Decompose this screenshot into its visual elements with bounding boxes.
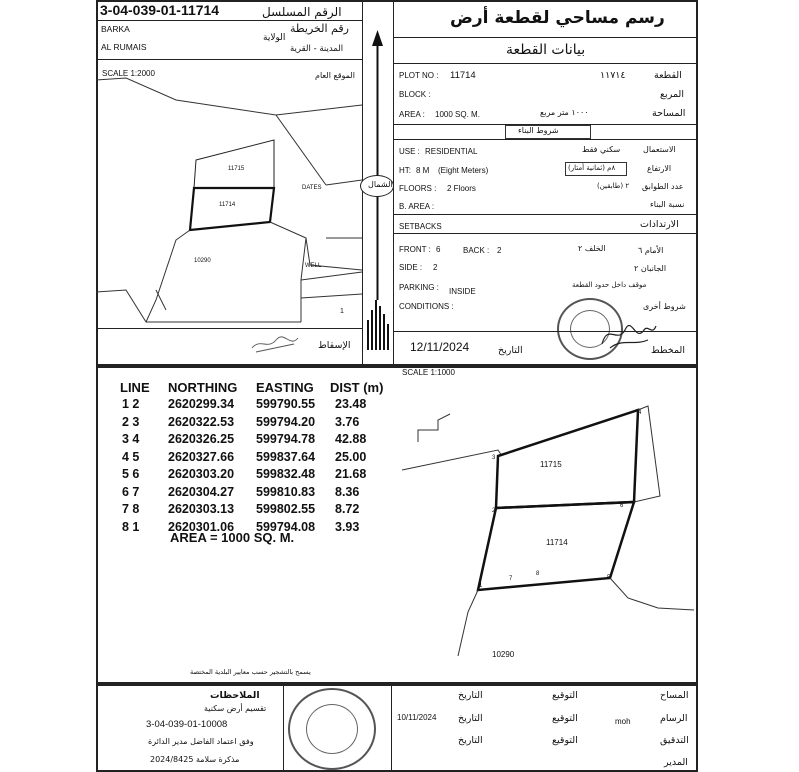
- map-number-label: رقم الخريطة: [290, 22, 349, 35]
- coordinate-northing: 2620326.25: [168, 432, 235, 446]
- parking-ar: موقف داخل حدود القطعة: [572, 281, 647, 289]
- coordinate-easting: 599790.55: [256, 397, 316, 411]
- col-header-dist: DIST (m): [330, 380, 384, 395]
- coordinate-dist: 8.72: [335, 502, 360, 516]
- well-label: WELL: [305, 263, 322, 269]
- floors-value: 2 Floors: [447, 184, 476, 193]
- parking-value: INSIDE: [449, 287, 476, 296]
- notes-ref: 3-04-039-01-10008: [146, 719, 228, 730]
- area-total: AREA = 1000 SQ. M.: [170, 530, 295, 545]
- serial-number: 3-04-039-01-11714: [100, 2, 220, 18]
- front-value: 6: [436, 245, 441, 254]
- surveyor-label-ar: المساح: [660, 690, 689, 701]
- footer-sign-label-3: التوقيع: [552, 735, 578, 746]
- footer-date-label-2: التاريخ: [458, 713, 483, 724]
- height-label-ar: الارتفاع: [647, 164, 672, 173]
- setbacks-label-ar: الارتدادات: [640, 219, 679, 230]
- side-label: SIDE :: [399, 263, 423, 272]
- footer-date-label-3: التاريخ: [458, 735, 483, 746]
- vertex-8: 8: [536, 571, 540, 577]
- vertex-3: 3: [492, 455, 496, 461]
- coordinate-line: 8 1: [122, 519, 140, 534]
- vertex-2: 2: [492, 508, 496, 514]
- area-value: 1000 SQ. M.: [435, 110, 480, 119]
- vertex-1: 1: [479, 583, 483, 589]
- floors-value-ar: ٢ (طابقين): [597, 182, 630, 190]
- location-plot-11715: 11715: [228, 166, 245, 172]
- height-value-ar: ٨م (ثمانية أمتار): [568, 164, 616, 172]
- col-header-northing: NORTHING: [168, 380, 238, 395]
- block-label-ar: المربع: [660, 89, 684, 100]
- parking-label: PARKING :: [399, 283, 439, 292]
- use-label-ar: الاستعمال: [643, 145, 676, 154]
- planner-signature: [598, 316, 658, 352]
- village-label: المدينة - القرية: [290, 44, 344, 54]
- area-label: AREA :: [399, 110, 425, 119]
- notes-title-ar: الملاحظات: [210, 690, 260, 701]
- location-map: [96, 60, 362, 366]
- planner-label-ar: المخطط: [651, 345, 685, 356]
- surveyor-signature-mark: [250, 332, 300, 356]
- coordinate-northing: 2620299.34: [168, 397, 235, 411]
- coordinate-easting: 599802.55: [256, 502, 316, 516]
- location-plot-10290: 10290: [194, 258, 211, 264]
- coordinate-northing: 2620322.53: [168, 414, 235, 429]
- detail-plot-11714: 11714: [546, 538, 568, 547]
- general-location-label: الموقع العام: [315, 71, 355, 80]
- north-label: الشمال: [368, 180, 393, 189]
- coordinate-line: 5 6: [122, 467, 140, 481]
- coordinate-line: 7 8: [122, 502, 140, 516]
- location-plot-11714: 11714: [219, 202, 236, 208]
- coordinate-easting: 599832.48: [256, 467, 316, 481]
- plot-no-value: 11714: [450, 70, 476, 81]
- checker-label-ar: التدقيق: [660, 735, 689, 746]
- footer-date-label-1: التاريخ: [458, 690, 483, 701]
- coordinate-easting: 599810.83: [256, 484, 316, 499]
- footer-sign-label-2: التوقيع: [552, 713, 578, 724]
- area-value-ar: ١٠٠٠ متر مربع: [540, 108, 589, 117]
- coordinate-line: 2 3: [122, 414, 140, 429]
- vertex-5: 5: [607, 575, 611, 581]
- plot-11714-outline: [190, 188, 274, 230]
- back-value: 2: [497, 246, 502, 255]
- coordinate-easting: 599794.08: [256, 519, 316, 534]
- coordinate-northing: 2620303.13: [168, 502, 235, 516]
- coordinate-line: 1 2: [122, 397, 140, 411]
- conditions-label: CONDITIONS :: [399, 302, 454, 311]
- conditions-ar: شروط أخرى: [643, 302, 686, 311]
- plot-data-title: بيانات القطعة: [506, 42, 586, 58]
- barea-label-ar: نسبة البناء: [650, 200, 685, 209]
- coordinate-line: 4 5: [122, 449, 140, 464]
- coordinate-dist: 25.00: [335, 449, 367, 464]
- coordinate-northing: 2620304.27: [168, 484, 235, 499]
- detail-plot-10290: 10290: [492, 650, 515, 659]
- location-scale: SCALE 1:2000: [102, 69, 155, 78]
- plot-no-label-ar: القطعة: [654, 70, 682, 81]
- back-label: BACK :: [463, 246, 490, 255]
- floors-label-ar: عدد الطوابق: [642, 182, 684, 191]
- drafter-name: moh: [615, 717, 631, 726]
- trees-note: يسمح بالتشجير حسب معايير البلدية المختصة: [190, 668, 311, 676]
- area-label-ar: المساحة: [652, 108, 686, 119]
- coordinate-dist: 8.36: [335, 484, 360, 499]
- wilayat-label: الولاية: [263, 33, 286, 43]
- use-value-ar: سكني فقط: [582, 145, 621, 154]
- coordinate-line: 3 4: [122, 432, 140, 446]
- coordinate-dist: 21.68: [335, 467, 367, 481]
- barea-label: B. AREA :: [399, 202, 435, 211]
- corner-mark: 1: [340, 308, 344, 315]
- building-conditions-ar: شروط البناء: [518, 126, 559, 135]
- height-value: 8 M: [416, 166, 430, 175]
- village-value: AL RUMAIS: [101, 42, 147, 52]
- coordinate-northing: 2620327.66: [168, 449, 235, 464]
- notes-ref2: مذكرة سلامة 2024/8425: [150, 755, 240, 764]
- use-label: USE :: [399, 147, 420, 156]
- projection-label: الإسقاط: [318, 340, 351, 351]
- coordinate-line: 6 7: [122, 484, 140, 499]
- drafter-date: 10/11/2024: [397, 713, 437, 722]
- front-label: FRONT :: [399, 245, 431, 254]
- plot-11715-outline: [194, 140, 274, 188]
- coordinate-dist: 23.48: [335, 397, 367, 411]
- wilayat-value: BARKA: [101, 24, 130, 34]
- height-note: (Eight Meters): [438, 166, 489, 175]
- side-ar: الجانبان ٢: [634, 264, 667, 273]
- notes-line1-ar: تقسيم أرض سكنية: [204, 704, 267, 713]
- road-line: [96, 78, 362, 115]
- side-value: 2: [433, 263, 438, 272]
- detail-map: [398, 376, 698, 676]
- director-label-ar: المدير: [664, 757, 688, 768]
- setbacks-label: SETBACKS: [399, 222, 442, 231]
- plot-no-ar: ١١٧١٤: [600, 70, 626, 81]
- coordinate-dist: 3.76: [335, 414, 360, 429]
- coordinate-northing: 2620301.06: [168, 519, 235, 534]
- date-label-ar: التاريخ: [498, 345, 523, 356]
- plot-date: 12/11/2024: [410, 340, 470, 354]
- footer-sign-label-1: التوقيع: [552, 690, 578, 701]
- notes-line3-ar: وفق اعتماد الفاضل مدير الدائرة: [148, 737, 254, 746]
- dates-label: DATES: [302, 185, 322, 191]
- coordinate-easting: 599794.78: [256, 432, 316, 446]
- use-value: RESIDENTIAL: [425, 147, 478, 156]
- drafter-label-ar: الرسام: [660, 713, 688, 724]
- coordinate-dist: 42.88: [335, 432, 367, 446]
- coordinate-dist: 3.93: [335, 519, 360, 534]
- vertex-6: 6: [620, 503, 624, 509]
- col-header-easting: EASTING: [256, 380, 314, 395]
- vertex-7: 7: [509, 576, 513, 582]
- coordinate-easting: 599794.20: [256, 414, 316, 429]
- detail-plot-11715: 11715: [540, 460, 562, 469]
- vertex-4: 4: [638, 410, 642, 416]
- col-header-line: LINE: [120, 380, 150, 395]
- coordinate-easting: 599837.64: [256, 449, 316, 464]
- plot-no-label: PLOT NO :: [399, 71, 439, 80]
- document-title: رسم مساحي لقطعة أرض: [450, 8, 665, 28]
- back-ar: الخلف ٢: [578, 244, 606, 253]
- front-ar: الأمام ٦: [638, 246, 664, 255]
- serial-label: الرقم المسلسل: [262, 5, 342, 19]
- detail-plot-11715-outline: [496, 410, 638, 508]
- block-label: BLOCK :: [399, 90, 431, 99]
- floors-label: FLOORS :: [399, 184, 437, 193]
- detail-scale: SCALE 1:1000: [402, 368, 455, 377]
- coordinate-northing: 2620303.20: [168, 467, 235, 481]
- height-label: HT:: [399, 166, 411, 175]
